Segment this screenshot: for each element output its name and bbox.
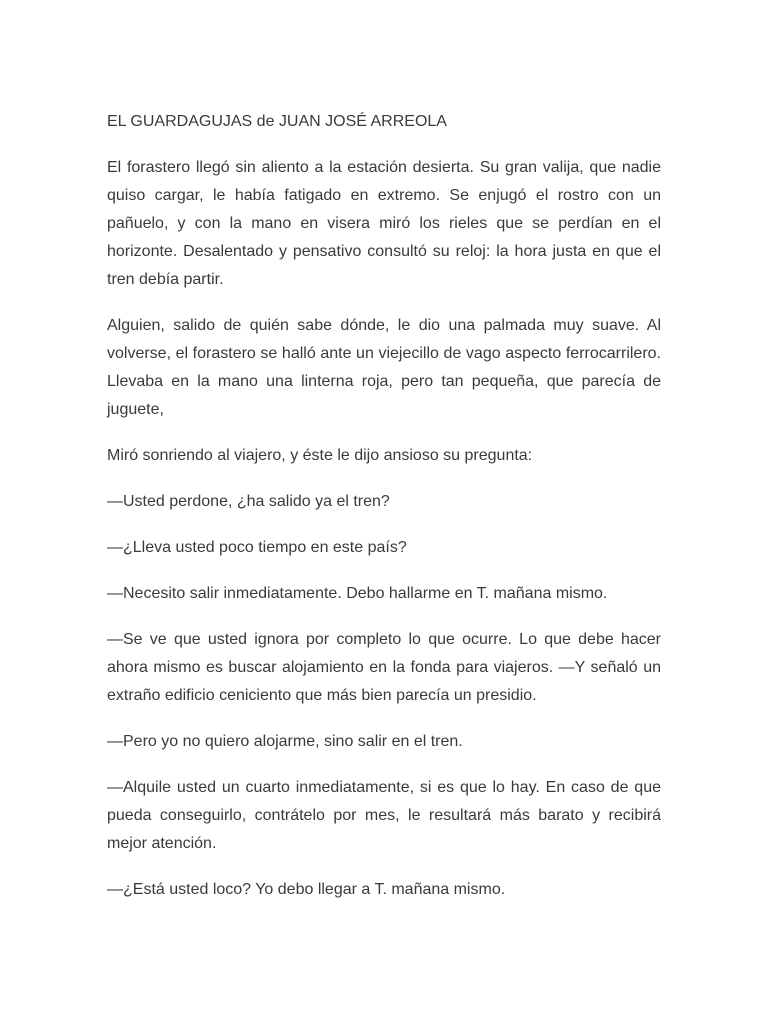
- paragraph: —Alquile usted un cuarto inmediatamente, si es que lo hay. En caso de que pueda conseguirlo, contrátelo por mes, le resultará más barato y recibirá mejor atención.: [107, 779, 661, 852]
- paragraph: —¿Está usted loco? Yo debo llegar a T. mañana mismo.: [107, 881, 506, 898]
- paragraph: Alguien, salido de quién sabe dónde, le dio una palmada muy suave. Al volverse, el forastero se halló ante un viejecillo de vago aspecto ferrocarrilero. Llevaba en la mano una linterna roja, pero tan pequeña, que parecía de juguete,: [107, 317, 661, 418]
- paragraph: —Se ve que usted ignora por completo lo que ocurre. Lo que debe hacer ahora mismo es buscar alojamiento en la fonda para viajeros. —Y señaló un extraño edificio ceniciento que más bien parecía un presidio.: [107, 631, 661, 704]
- paragraph: —¿Lleva usted poco tiempo en este país?: [107, 539, 407, 556]
- paragraph: —Usted perdone, ¿ha salido ya el tren?: [107, 493, 390, 510]
- paragraph: —Necesito salir inmediatamente. Debo hallarme en T. mañana mismo.: [107, 585, 608, 602]
- document-title: EL GUARDAGUJAS de JUAN JOSÉ ARREOLA: [107, 113, 447, 130]
- paragraph: Miró sonriendo al viajero, y éste le dijo ansioso su pregunta:: [107, 447, 533, 464]
- paragraph: —Pero yo no quiero alojarme, sino salir en el tren.: [107, 733, 463, 750]
- paragraph: El forastero llegó sin aliento a la estación desierta. Su gran valija, que nadie quiso cargar, le había fatigado en extremo. Se enjugó el rostro con un pañuelo, y con la mano en visera miró los rieles que se perdían en el horizonte. Desalentado y pensativo consultó su reloj: la hora justa en que el tren debía partir.: [107, 159, 661, 288]
- document-page: [107, 108, 661, 922]
